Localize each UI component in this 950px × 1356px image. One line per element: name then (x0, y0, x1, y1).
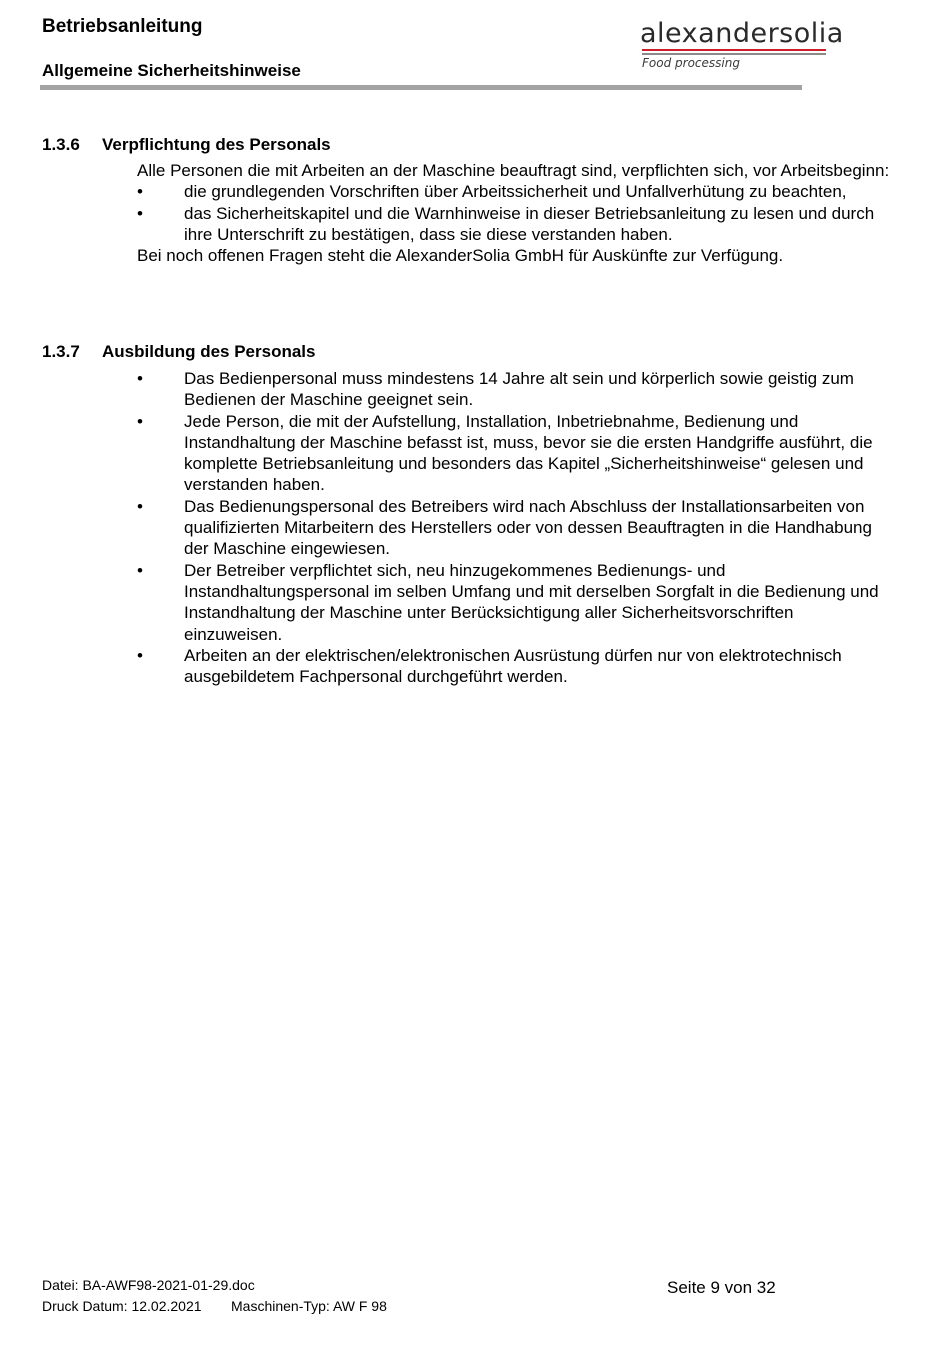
footer-file-name: Datei: BA-AWF98-2021-01-29.doc (42, 1277, 255, 1293)
list-item (137, 368, 892, 411)
list-item-text: Jede Person, die mit der Aufstellung, Installation, Inbetriebnahme, Bedienung und Instandhaltung der Maschine befasst ist, muss, bevor sie die ersten Handgriffe ausführt, die komplette Betriebsanleitung und besonders das Kapitel „Sicherheitshinweise“ gelesen und verstanden haben. (184, 411, 873, 495)
list-item-text: die grundlegenden Vorschriften über Arbeitssicherheit und Unfallverhütung zu beachten, (184, 182, 847, 202)
list-item (137, 560, 892, 645)
section-intro: Alle Personen die mit Arbeiten an der Maschine beauftragt sind, verpflichten sich, vor Arbeitsbeginn: (137, 161, 890, 180)
list-item-text: Das Bedienpersonal muss mindestens 14 Jahre alt sein und körperlich sowie geistig zum Bedienen der Maschine geeignet sein. (184, 369, 854, 410)
list-item-text: das Sicherheitskapitel und die Warnhinweise in dieser Betriebsanleitung zu lesen und durch ihre Unterschrift zu bestätigen, dass sie diese verstanden haben. (184, 203, 875, 244)
logo-wordmark: alexandersolia (640, 18, 844, 49)
section-ausbildung (42, 341, 892, 687)
bullet-icon: • (137, 645, 143, 665)
list-item-text: Der Betreiber verpflichtet sich, neu hinzugekommenes Bedienungs- und Instandhaltungspersonal im selben Umfang und mit derselben Sorgfalt in die Bedienung und Instandhaltung der Maschine unter Berücksichtigung aller Sicherheitsvorschriften einzuweisen. (184, 560, 879, 644)
bullet-icon: • (137, 182, 143, 202)
header-divider (40, 85, 802, 90)
page-number: Seite 9 von 32 (667, 1278, 776, 1297)
section-title: Ausbildung des Personals (102, 342, 316, 361)
section-body (137, 160, 892, 266)
section-number: 1.3.7 (42, 342, 80, 361)
list-item (137, 645, 892, 688)
logo-tagline: Food processing (642, 56, 740, 70)
section-body (137, 368, 892, 687)
document-title: Betriebsanleitung (42, 16, 203, 37)
list-item (137, 181, 892, 202)
logo-grey-line (642, 53, 826, 55)
bullet-icon: • (137, 560, 143, 580)
bullet-icon: • (137, 369, 143, 388)
list-item-text: Arbeiten an der elektrischen/elektronischen Ausrüstung dürfen nur von elektrotechnisch ausgebildetem Fachpersonal durchgeführt werden. (184, 645, 842, 687)
logo-red-line (642, 49, 826, 51)
bullet-icon: • (137, 411, 143, 431)
footer-machine-type: Maschinen-Typ: AW F 98 (231, 1298, 387, 1314)
section-heading (42, 134, 892, 156)
list-item (137, 496, 892, 560)
bullet-icon: • (137, 496, 143, 516)
list-item (137, 203, 892, 246)
section-title: Verpflichtung des Personals (102, 135, 331, 154)
list-item (137, 411, 892, 496)
section-verpflichtung (42, 134, 892, 266)
section-number: 1.3.6 (42, 135, 80, 154)
footer-print-date: Druck Datum: 12.02.2021 (42, 1298, 202, 1314)
section-outro: Bei noch offenen Fragen steht die AlexanderSolia GmbH für Auskünfte zur Verfügung. (137, 246, 784, 266)
bullet-icon: • (137, 203, 143, 223)
list-item-text: Das Bedienungspersonal des Betreibers wird nach Abschluss der Installationsarbeiten von qualifizierten Mitarbeitern des Herstellers oder von dessen Beauftragten in die Handhabung der Maschine eingewiesen. (184, 496, 872, 559)
company-logo (640, 18, 844, 72)
bullet-list (137, 368, 892, 687)
bullet-list (137, 181, 892, 245)
document-subtitle: Allgemeine Sicherheitshinweise (42, 61, 301, 80)
section-heading (42, 341, 892, 363)
